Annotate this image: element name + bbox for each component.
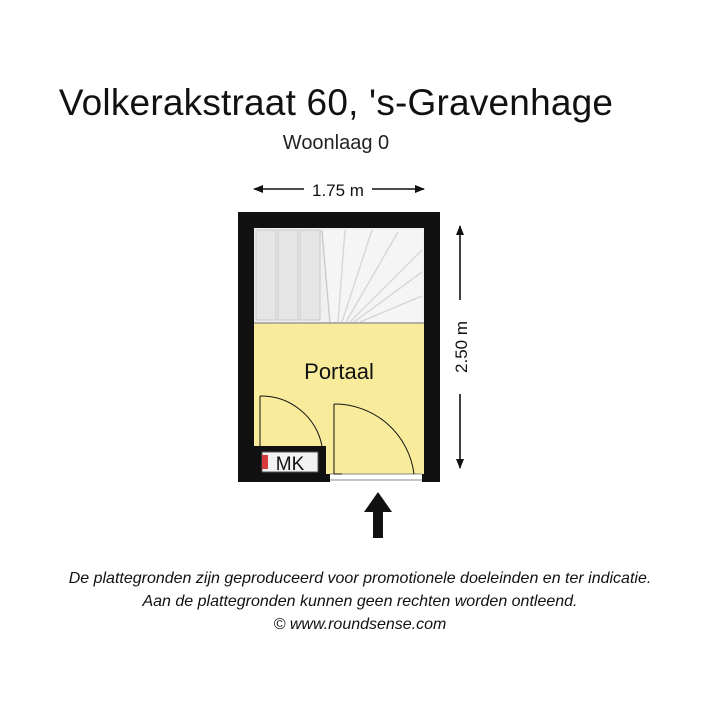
height-dimension: [452, 226, 471, 468]
disclaimer-line-1: De plattegronden zijn geproduceerd voor promotionele doeleinden en ter indicatie.: [68, 570, 652, 587]
floor-level-label: Woonlaag 0: [282, 132, 390, 154]
disclaimer-line-3: © www.roundsense.com: [273, 616, 447, 633]
width-dimension-label: 1.75 m: [312, 181, 364, 200]
width-dimension: [254, 181, 424, 200]
meterkast-label: MK: [275, 454, 305, 475]
height-dimension-label: 2.50 m: [452, 321, 471, 373]
staircase: [254, 228, 424, 323]
disclaimer-line-2: Aan de plattegronden kunnen geen rechten worden ontleend.: [142, 593, 578, 610]
address-title: Volkerakstraat 60, 's-Gravenhage: [58, 82, 614, 123]
entrance-arrow-icon: [364, 492, 392, 538]
entrance-opening: [330, 474, 422, 482]
meterkast: [254, 446, 326, 482]
portaal-label: Portaal: [304, 359, 374, 384]
